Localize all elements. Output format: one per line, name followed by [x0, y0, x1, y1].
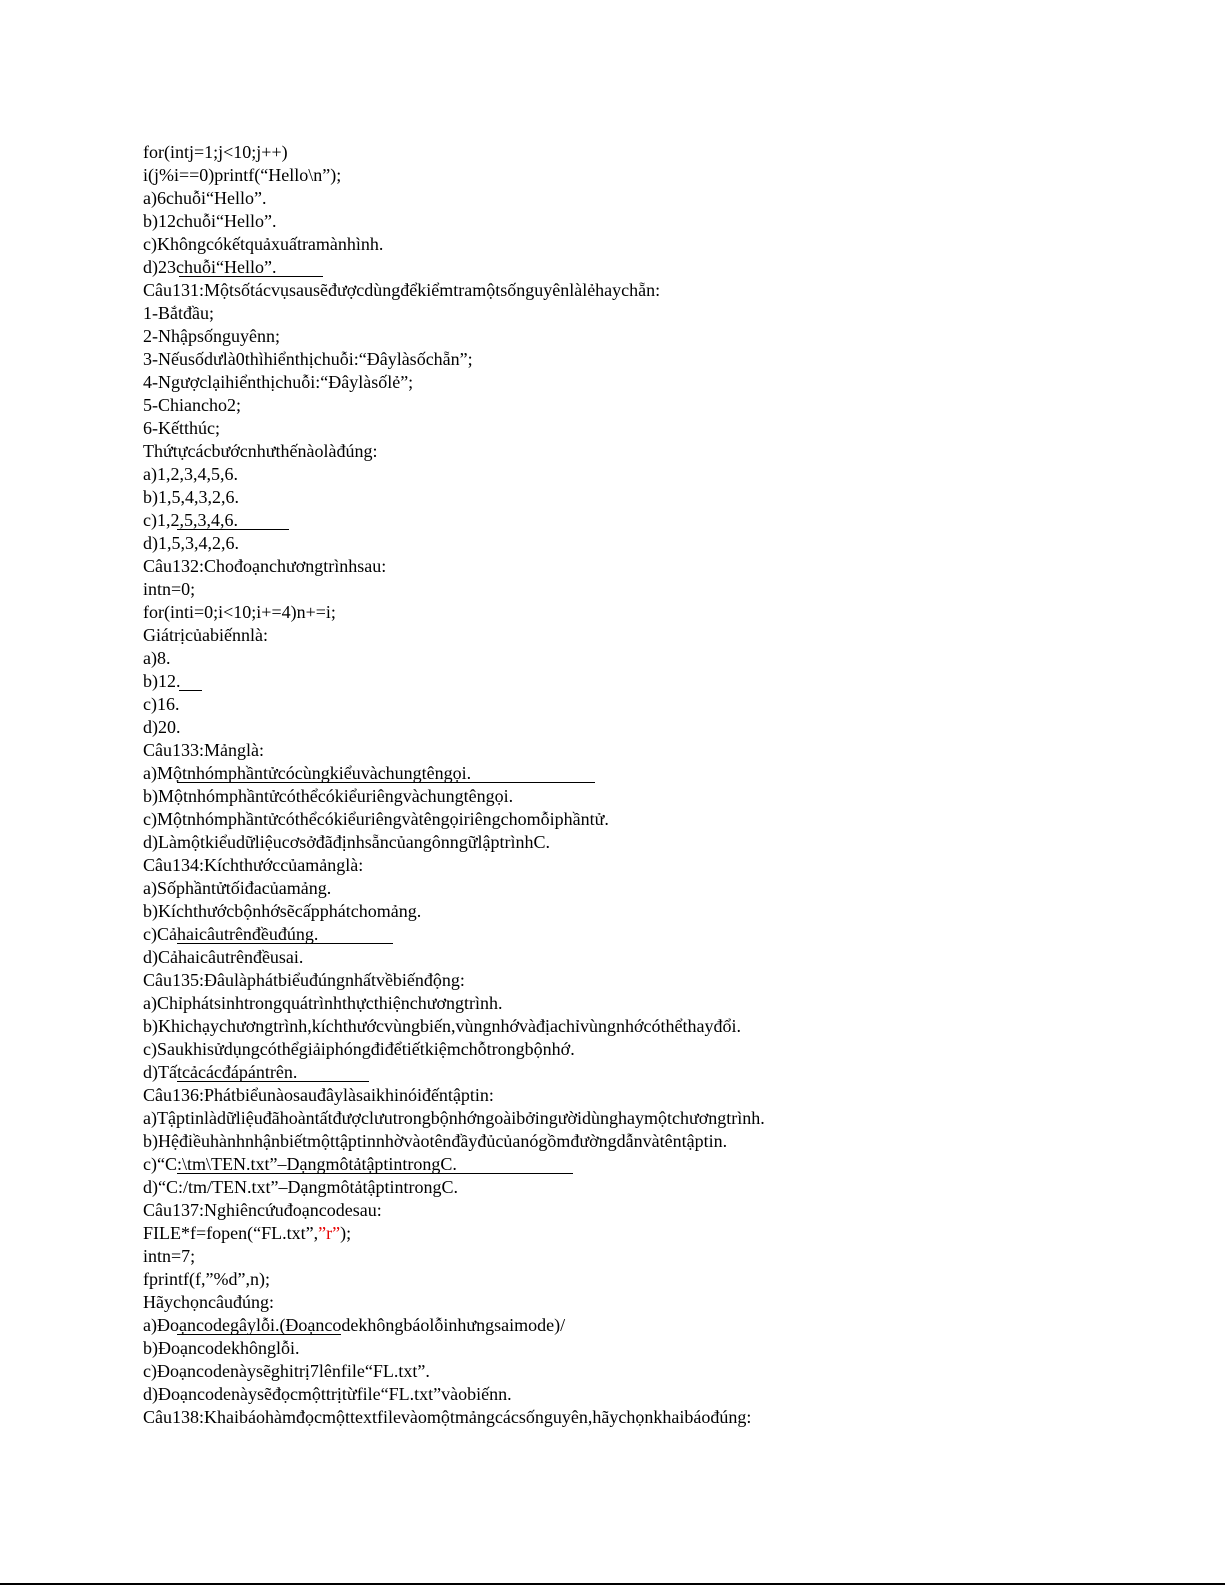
fopen-mode: ”r”	[318, 1223, 341, 1243]
answer-line	[143, 509, 1203, 532]
text-line: 5-Chiancho2;	[143, 395, 241, 415]
question-heading: Câu131:Mộtsốtácvụsausẽđượcdùngđểkiểmtramộtsốnguyênlàlẻhaychẵn:	[143, 280, 661, 300]
text-line: b)1,5,4,3,2,6.	[143, 487, 239, 507]
text-line: 3-Nếusốdưlà0thìhiểnthịchuỗi:“Đâylàsốchẵn”;	[143, 349, 473, 369]
text-line: fprintf(f,”%d”,n);	[143, 1269, 270, 1289]
text-line: Giátrịcủabiếnnlà:	[143, 625, 268, 645]
text-line: 1-Bắtđầu;	[143, 303, 214, 323]
document-body	[143, 141, 1203, 1429]
text-line: a)Chỉphátsinhtrongquátrìnhthựcthiệnchươngtrình.	[143, 993, 503, 1013]
answer-text: c)“C:\tm\TEN.txt”–DạngmôtảtậptintrongC.	[143, 1154, 457, 1174]
text-line: 6-Kếtthúc;	[143, 418, 220, 438]
fopen-prefix: FILE*f=fopen(“FL.txt”,	[143, 1223, 319, 1243]
answer-text: a)Đoạncodegâylỗi.(Đoạncodekhôngbáolỗinhưngsaimode)/	[143, 1315, 566, 1335]
answer-text: b)12.	[143, 671, 181, 691]
text-line: a)Sốphầntửtốiđacủamảng.	[143, 878, 332, 898]
answer-underline	[177, 1081, 369, 1082]
answer-line	[143, 1061, 1203, 1084]
text-line: b)Kíchthướcbộnhớsẽcấpphátchomảng.	[143, 901, 422, 921]
code-line	[143, 1222, 1203, 1245]
text-line: d)LàmộtkiểudữliệucơsởđãđịnhsẵncủangônngữlậptrìnhC.	[143, 832, 550, 852]
answer-text: a)Mộtnhómphầntửcócùngkiểuvàchungtêngọi.	[143, 763, 472, 783]
text-line: d)20.	[143, 717, 181, 737]
text-line: c)Khôngcókếtquảxuấtramànhình.	[143, 234, 384, 254]
question-heading: Câu135:Đâulàphátbiểuđúngnhấtvềbiếnđộng:	[143, 970, 465, 990]
text-line: Thứtựcácbướcnhưthếnàolàđúng:	[143, 441, 378, 461]
answer-line	[143, 1153, 1203, 1176]
text-line: intn=0;	[143, 579, 196, 599]
text-line: intn=7;	[143, 1246, 196, 1266]
text-line: c)Mộtnhómphầntửcóthểcókiểuriêngvàtêngọiriêngchomỗiphầntử.	[143, 809, 609, 829]
text-line: 2-Nhậpsốnguyênn;	[143, 326, 280, 346]
text-line: i(j%i==0)printf(“Hello\n”);	[143, 165, 342, 185]
question-heading: Câu133:Mảnglà:	[143, 740, 264, 760]
text-line: b)Mộtnhómphầntửcóthểcókiểuriêngvàchungtêngọi.	[143, 786, 514, 806]
text-line: b)Khichạychươngtrình,kíchthướcvùngbiến,vùngnhớvàđịachỉvùngnhớcóthểthayđổi.	[143, 1016, 741, 1036]
text-line: Hãychọncâuđúng:	[143, 1292, 274, 1312]
text-line: d)1,5,3,4,2,6.	[143, 533, 239, 553]
answer-line	[143, 670, 1203, 693]
text-line: for(intj=1;j<10;j++)	[143, 142, 288, 162]
answer-text: c)Cảhaicâutrênđềuđúng.	[143, 924, 319, 944]
text-line: a)Tậptinlàdữliệuđãhoàntấtđượclưutrongbộnhớngoàibởingườidùnghaymộtchươngtrình.	[143, 1108, 765, 1128]
answer-line	[143, 762, 1203, 785]
question-heading: Câu138:Khaibáohàmđọcmộttextfilevàomộtmảngcácsốnguyên,hãychọnkhaibáođúng:	[143, 1407, 752, 1427]
answer-line	[143, 256, 1203, 279]
question-heading: Câu132:Chođoạnchươngtrìnhsau:	[143, 556, 387, 576]
text-line: b)Hệđiềuhànhnhậnbiếtmộttậptinnhờvàotênđầyđủcủanógồmđườngdẫnvàtêntậptin.	[143, 1131, 728, 1151]
answer-text: d)Tấtcảcácđápántrên.	[143, 1062, 298, 1082]
text-line: a)6chuỗi“Hello”.	[143, 188, 267, 208]
text-line: a)8.	[143, 648, 171, 668]
answer-underline	[177, 943, 393, 944]
answer-line	[143, 1314, 1203, 1337]
text-line: c)16.	[143, 694, 180, 714]
text-line: a)1,2,3,4,5,6.	[143, 464, 238, 484]
answer-underline	[177, 782, 595, 783]
text-line: d)“C:/tm/TEN.txt”–DạngmôtảtậptintrongC.	[143, 1177, 458, 1197]
question-heading: Câu136:Phátbiểunàosauđâylàsaikhinóiđếntậptin:	[143, 1085, 494, 1105]
text-line: b)12chuỗi“Hello”.	[143, 211, 277, 231]
answer-underline	[179, 276, 323, 277]
answer-line	[143, 923, 1203, 946]
fopen-suffix: );	[340, 1223, 352, 1243]
text-line: d)Đoạncodenàysẽđọcmộttrịtừfile“FL.txt”vàobiếnn.	[143, 1384, 512, 1404]
text-line: d)Cảhaicâutrênđềusai.	[143, 947, 304, 967]
question-heading: Câu137:Nghiêncứuđoạncodesau:	[143, 1200, 382, 1220]
text-line: b)Đoạncodekhônglỗi.	[143, 1338, 300, 1358]
answer-underline	[177, 529, 289, 530]
question-heading: Câu134:Kíchthướccủamảnglà:	[143, 855, 364, 875]
text-line: 4-Ngượclạihiểnthịchuỗi:“Đâylàsốlẻ”;	[143, 372, 414, 392]
text-line: for(inti=0;i<10;i+=4)n+=i;	[143, 602, 336, 622]
answer-text: c)1,2,5,3,4,6.	[143, 510, 238, 530]
answer-text: d)23chuỗi“Hello”.	[143, 257, 277, 277]
answer-underline	[177, 1334, 341, 1335]
answer-underline	[179, 690, 202, 691]
answer-underline	[177, 1173, 573, 1174]
text-line: c)Đoạncodenàysẽghitrị7lênfile“FL.txt”.	[143, 1361, 430, 1381]
text-line: c)Saukhisửdụngcóthểgiảiphóngđiđểtiếtkiệmchỗtrongbộnhớ.	[143, 1039, 575, 1059]
